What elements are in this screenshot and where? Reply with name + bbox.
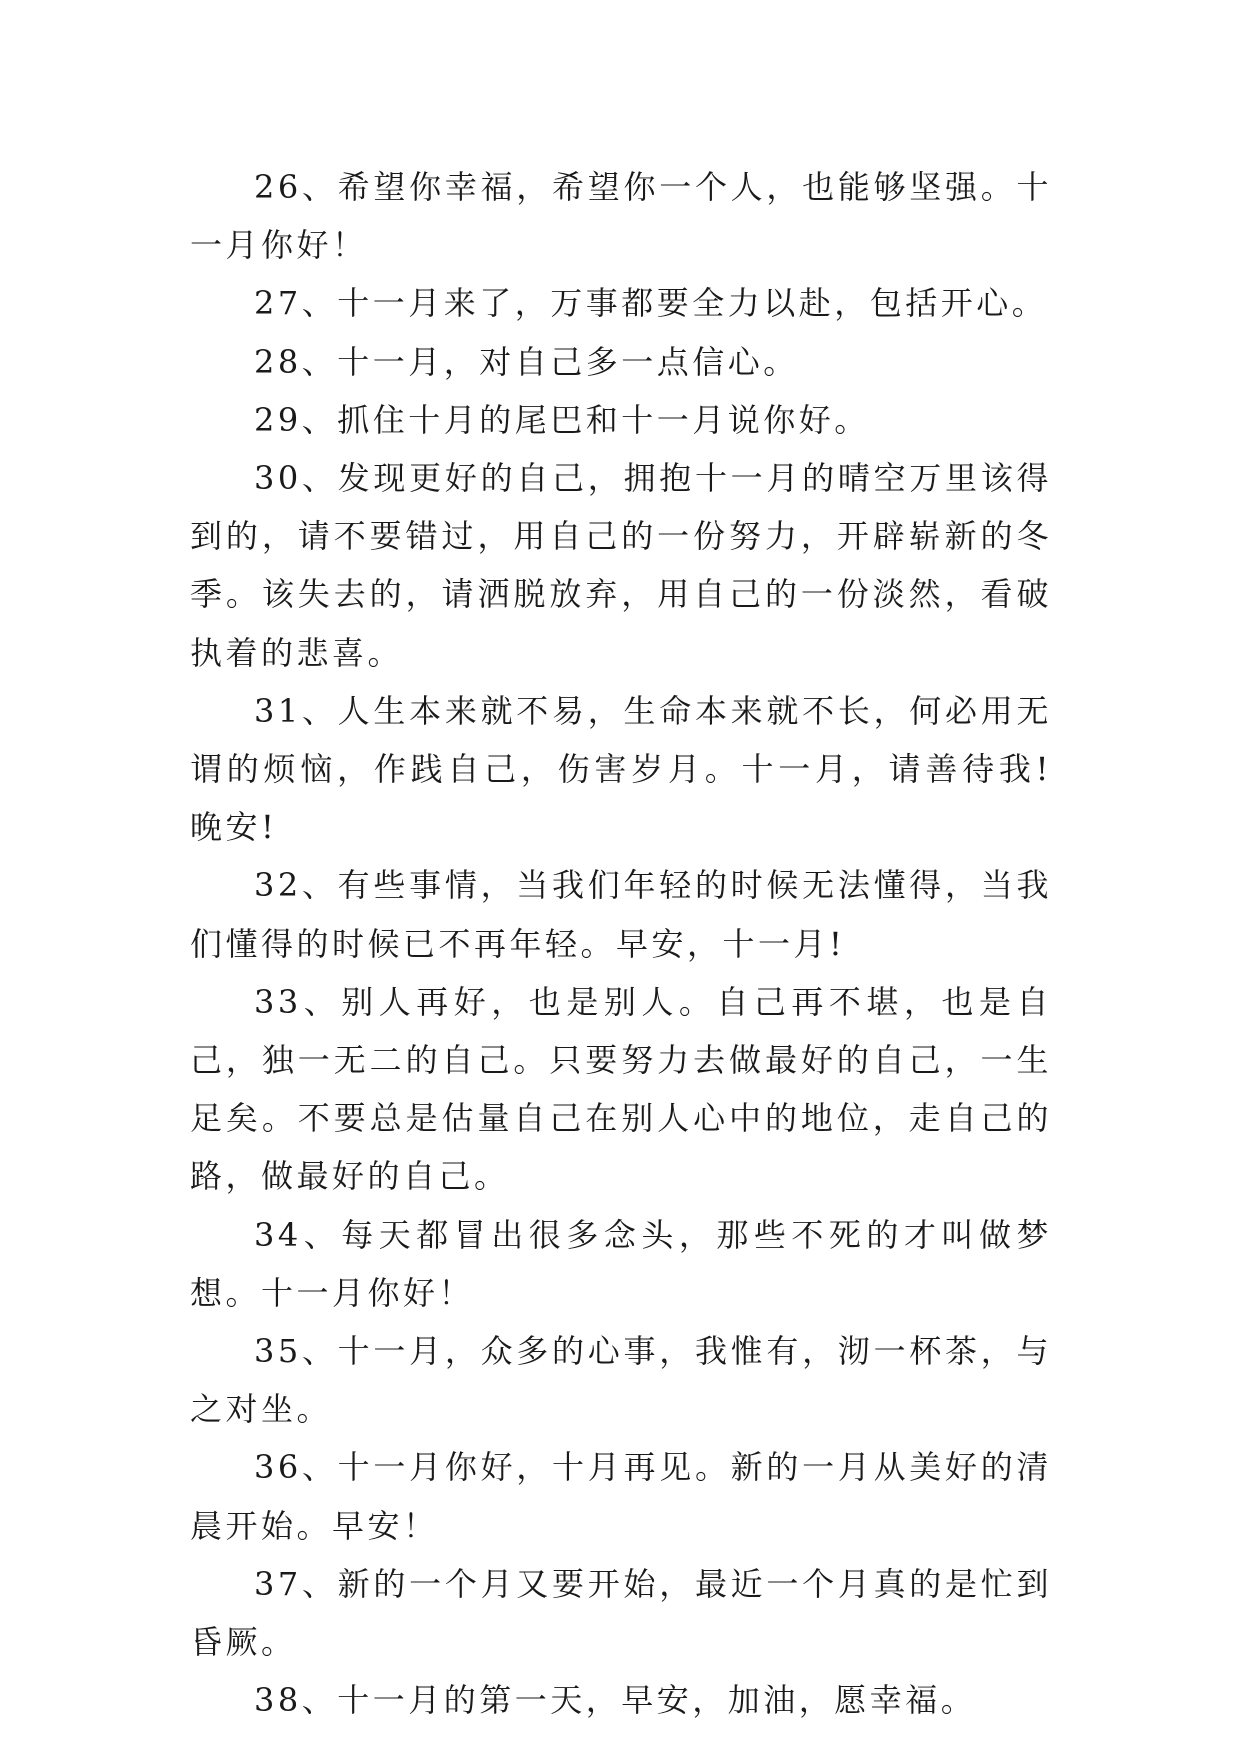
paragraph-32: 32、有些事情，当我们年轻的时候无法懂得，当我们懂得的时候已不再年轻。早安，十一月!: [190, 866, 1052, 963]
paragraph-38: 38、十一月的第一天，早安，加油，愿幸福。: [254, 1681, 977, 1720]
paragraph-26: 26、希望你幸福，希望你一个人，也能够坚强。十一月你好！: [190, 168, 1052, 265]
paragraph-28: 28、十一月，对自己多一点信心。: [254, 342, 799, 381]
paragraph-36: 36、十一月你好，十月再见。新的一月从美好的清晨开始。早安！: [190, 1448, 1052, 1545]
paragraph-27: 27、十一月来了，万事都要全力以赴，包括开心。: [254, 284, 1048, 323]
document-body: [190, 158, 1052, 1729]
paragraph-29: 29、抓住十月的尾巴和十一月说你好。: [254, 400, 870, 439]
paragraph-35: 35、十一月，众多的心事，我惟有，沏一杯茶，与之对坐。: [190, 1332, 1052, 1429]
paragraph-33: 33、别人再好，也是别人。自己再不堪，也是自己，独一无二的自己。只要努力去做最好的自己，一生足矣。不要总是估量自己在别人心中的地位，走自己的路，做最好的自己。: [190, 982, 1052, 1196]
paragraph-37: 37、新的一个月又要开始，最近一个月真的是忙到昏厥。: [190, 1564, 1052, 1662]
paragraph-34: 34、每天都冒出很多念头，那些不死的才叫做梦想。十一月你好！: [190, 1215, 1052, 1312]
paragraph-31: 31、人生本来就不易，生命本来就不长，何必用无谓的烦恼，作践自己，伤害岁月。十一月，请善待我!晚安!: [190, 691, 1052, 847]
paragraph-30: 30、发现更好的自己，拥抱十一月的晴空万里该得到的，请不要错过，用自己的一份努力，开辟崭新的冬季。该失去的，请洒脱放弃，用自己的一份淡然，看破执着的悲喜。: [190, 459, 1052, 672]
